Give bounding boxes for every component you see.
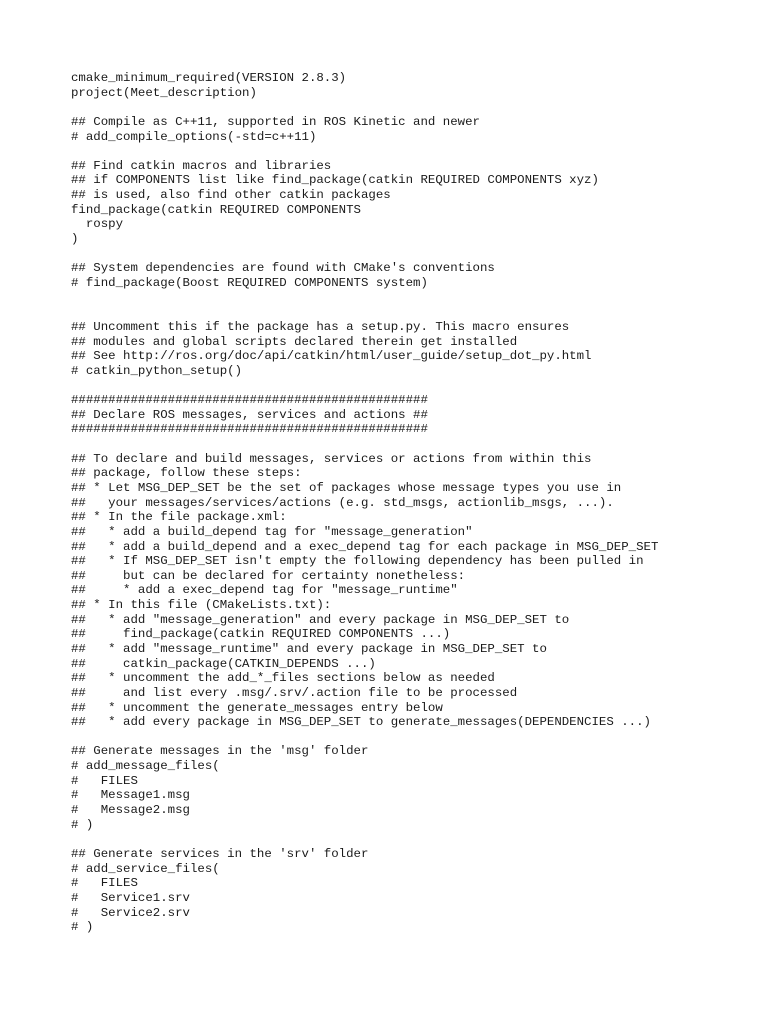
code-line: ## find_package(catkin REQUIRED COMPONENTS ...): [71, 627, 451, 642]
code-line: ## * add "message_generation" and every package in MSG_DEP_SET to: [71, 612, 570, 627]
code-line: ## * In the file package.xml:: [71, 510, 287, 525]
code-line: ## Find catkin macros and libraries: [71, 158, 332, 173]
code-line: find_package(catkin REQUIRED COMPONENTS: [71, 202, 361, 217]
code-line: ## * add every package in MSG_DEP_SET to generate_messages(DEPENDENCIES ...): [71, 715, 651, 730]
code-line: # add_compile_options(-std=c++11): [71, 129, 317, 144]
code-line: ## * add "message_runtime" and every package in MSG_DEP_SET to: [71, 641, 547, 656]
code-line: [71, 437, 658, 452]
code-line: # Message2.msg: [71, 803, 190, 818]
code-line: # catkin_python_setup(): [71, 363, 243, 378]
code-line: ################################################: [71, 393, 428, 408]
code-line: # Message1.msg: [71, 788, 190, 803]
code-line: ## and list every .msg/.srv/.action file to be processed: [71, 685, 518, 700]
code-line: # FILES: [71, 773, 138, 788]
code-line: [71, 291, 658, 306]
code-line: # add_message_files(: [71, 759, 220, 774]
code-line: ## catkin_package(CATKIN_DEPENDS ...): [71, 656, 376, 671]
code-line: ## See http://ros.org/doc/api/catkin/html/user_guide/setup_dot_py.html: [71, 349, 592, 364]
code-line: ################################################: [71, 422, 428, 437]
code-line: ## but can be declared for certainty nonetheless:: [71, 568, 466, 583]
code-line: ## modules and global scripts declared therein get installed: [71, 334, 518, 349]
code-line: [71, 832, 658, 847]
code-line: ## Generate messages in the 'msg' folder: [71, 744, 369, 759]
code-line: ## * uncomment the generate_messages entry below: [71, 700, 443, 715]
code-line: ## Generate services in the 'srv' folder: [71, 846, 369, 861]
code-line: [71, 378, 658, 393]
code-line: ## * add a exec_depend tag for "message_runtime": [71, 583, 458, 598]
code-line: ## * add a build_depend and a exec_depend tag for each package in MSG_DEP_SET: [71, 539, 659, 554]
code-line: # ): [71, 817, 94, 832]
code-line: ## To declare and build messages, services or actions from within this: [71, 451, 592, 466]
code-line: ## your messages/services/actions (e.g. std_msgs, actionlib_msgs, ...).: [71, 495, 614, 510]
code-line: [71, 247, 658, 262]
code-line: ## * If MSG_DEP_SET isn't empty the following dependency has been pulled in: [71, 554, 644, 569]
code-line: # ): [71, 920, 94, 935]
code-line: project(Meet_description): [71, 85, 257, 100]
code-line: # Service2.srv: [71, 905, 190, 920]
code-line: rospy: [71, 217, 124, 232]
cmake-listing: [71, 71, 658, 935]
code-line: ## * uncomment the add_*_files sections below as needed: [71, 671, 495, 686]
code-line: [71, 100, 658, 115]
code-line: ## * In this file (CMakeLists.txt):: [71, 598, 332, 613]
code-line: ## if COMPONENTS list like find_package(catkin REQUIRED COMPONENTS xyz): [71, 173, 599, 188]
code-line: # Service1.srv: [71, 890, 190, 905]
code-line: cmake_minimum_required(VERSION 2.8.3): [71, 71, 347, 85]
code-line: ## Uncomment this if the package has a setup.py. This macro ensures: [71, 319, 570, 334]
code-line: ## Compile as C++11, supported in ROS Kinetic and newer: [71, 114, 480, 129]
code-line: ): [71, 232, 79, 247]
code-line: # add_service_files(: [71, 861, 220, 876]
code-line: # FILES: [71, 876, 138, 891]
code-line: ## package, follow these steps:: [71, 466, 302, 481]
code-line: ## * add a build_depend tag for "message_generation": [71, 524, 473, 539]
code-line: [71, 305, 658, 320]
code-line: ## System dependencies are found with CMake's conventions: [71, 261, 495, 276]
code-line: [71, 144, 658, 159]
code-line: ## is used, also find other catkin packages: [71, 188, 391, 203]
code-line: # find_package(Boost REQUIRED COMPONENTS system): [71, 275, 428, 290]
code-line: ## * Let MSG_DEP_SET be the set of packages whose message types you use in: [71, 480, 622, 495]
code-line: ## Declare ROS messages, services and actions ##: [71, 407, 428, 422]
code-line: [71, 730, 658, 745]
